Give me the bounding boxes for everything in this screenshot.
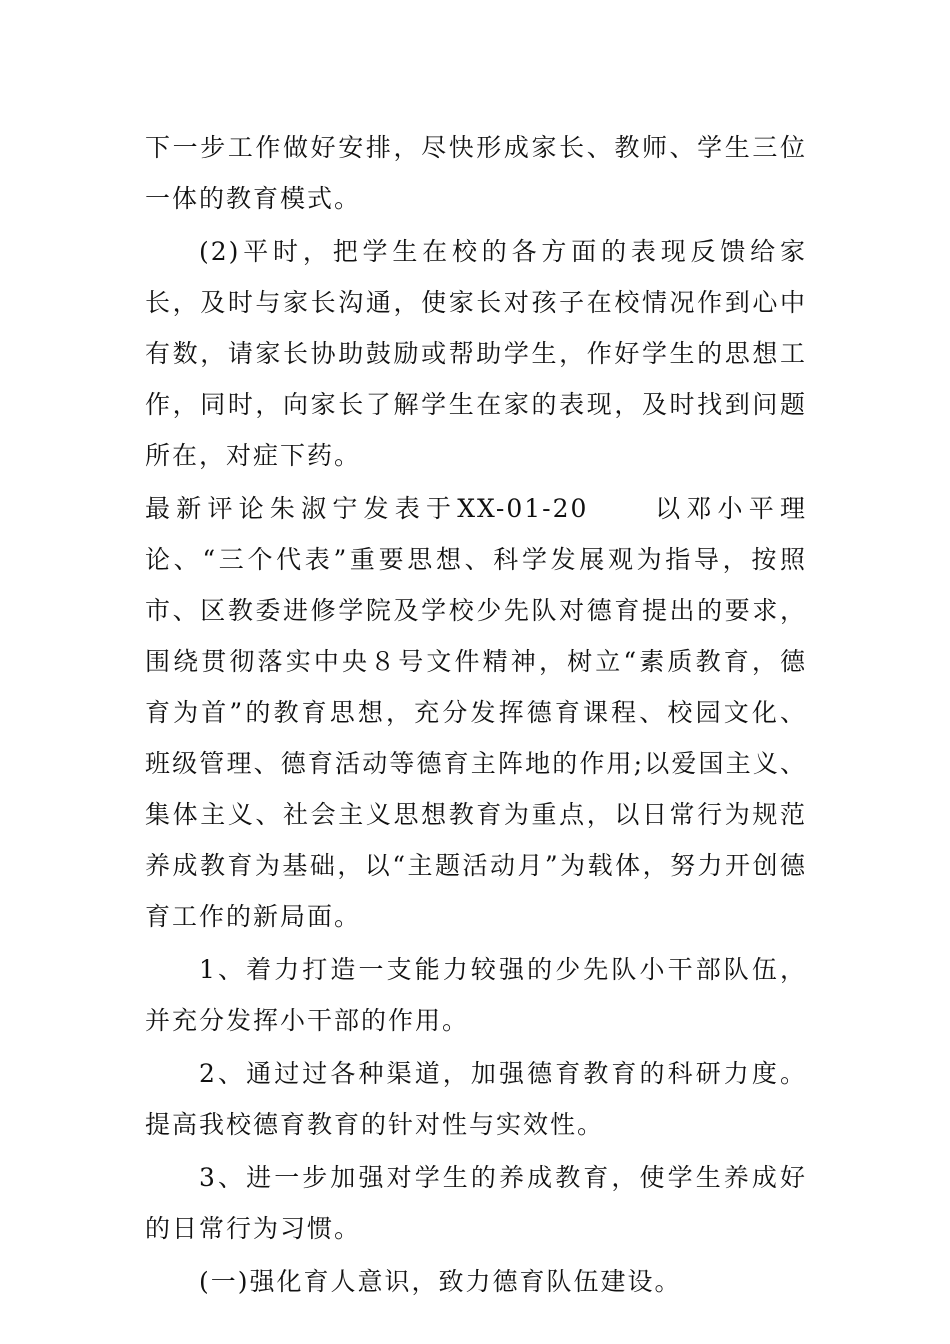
paragraph-item-2: (2)平时，把学生在校的各方面的表现反馈给家长，及时与家长沟通，使家长对孩子在校情况作到心中有数，请家长协助鼓励或帮助学生，作好学生的思想工作，同时，向家长了解学生在家的表现，及时找到问题所在，对症下药。 [145,237,807,470]
paragraph-point-3: 3、进一步加强对学生的养成教育，使学生养成好的日常行为习惯。 [145,1163,807,1243]
paragraph-continuation: 下一步工作做好安排，尽快形成家长、教师、学生三位一体的教育模式。 [145,133,807,213]
paragraph-comment: 最新评论朱淑宁发表于XX-01-20 以邓小平理论、“三个代表”重要思想、科学发展观为指导，按照市、区教委进修学院及学校少先队对德育提出的要求，围绕贯彻落实中央８号文件精神，树立“素质教育，德育为首”的教育思想，充分发挥德育课程、校园文化、班级管理、德育活动等德育主阵地的作用;以爱国主义、集体主义、社会主义思想教育为重点，以日常行为规范养成教育为基础，以“主题活动月”为载体，努力开创德育工作的新局面。 [145,494,807,931]
paragraph-point-2: 2、通过过各种渠道，加强德育教育的科研力度。提高我校德育教育的针对性与实效性。 [145,1059,807,1139]
document-body [145,122,807,1307]
section-heading: (一)强化育人意识，致力德育队伍建设。 [199,1267,682,1296]
paragraph-point-1: 1、着力打造一支能力较强的少先队小干部队伍，并充分发挥小干部的作用。 [145,955,807,1035]
